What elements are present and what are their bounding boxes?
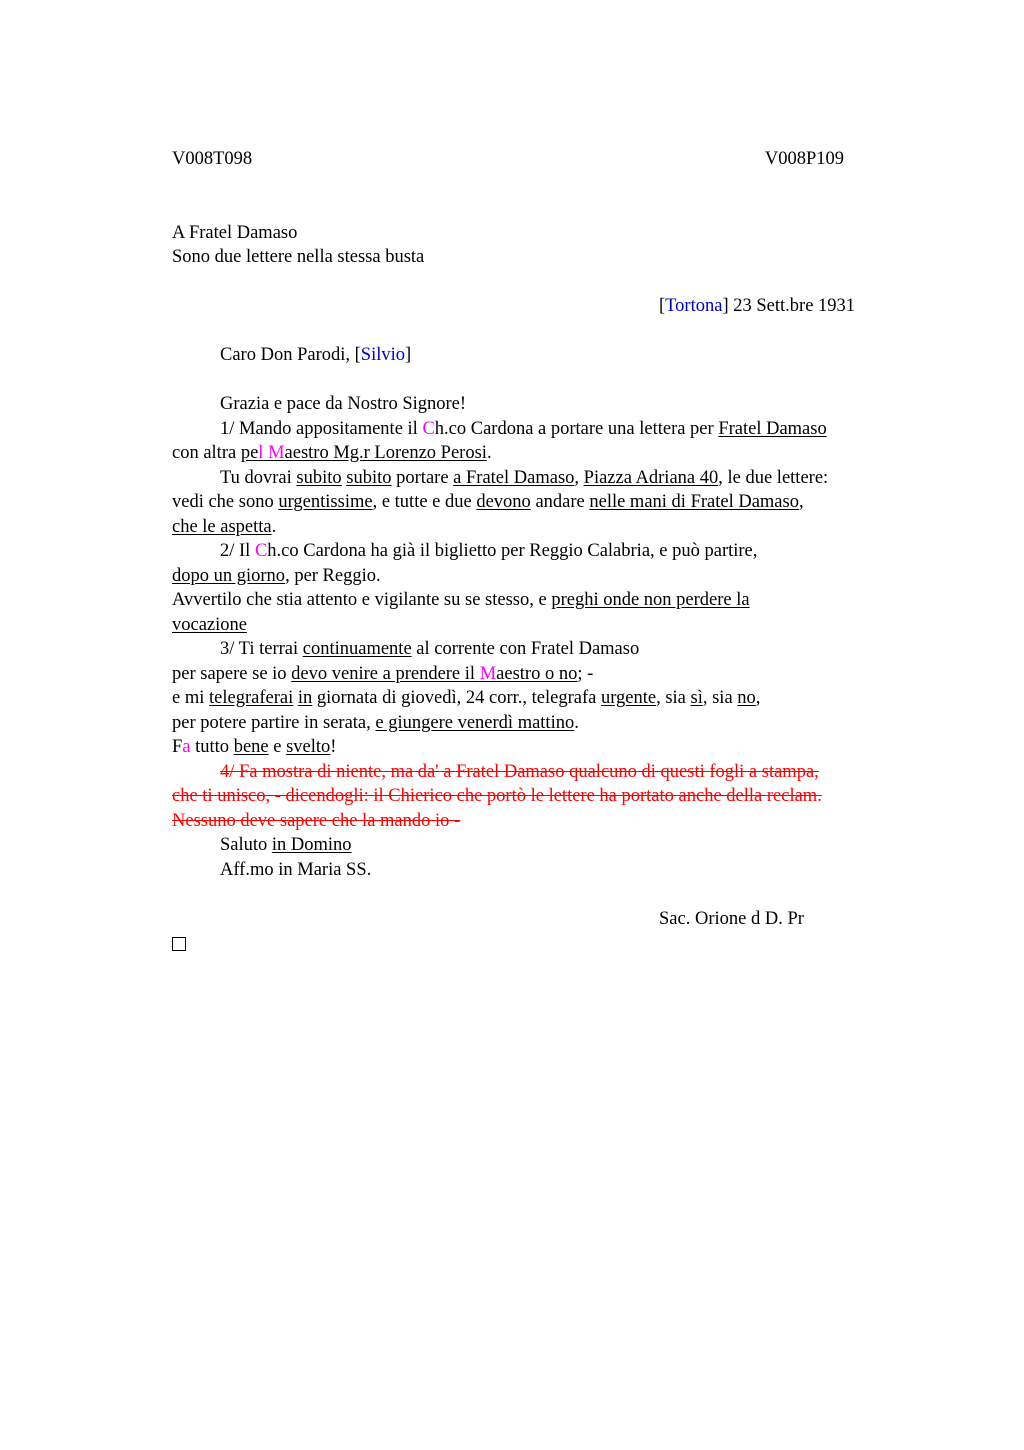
paragraph-3-line-4: vocazione	[172, 614, 247, 635]
paragraph-4-line-1: 3/ Ti terrai continuamente al corrente con Fratel Damaso	[220, 639, 640, 659]
deleted-line-2: che ti unisco, - dicendogli: il Chierico che portò le lettere ha portato anche della reclam.	[172, 786, 822, 806]
paragraph-2-line-2: vedi che sono urgentissime, e tutte e due devono andare nelle mani di Fratel Damaso,	[172, 492, 804, 512]
right-code: V008P109	[764, 149, 844, 169]
letter-page	[172, 147, 912, 956]
paragraph-4-line-4: per potere partire in serata, e giungere venerdì mattino.	[172, 712, 579, 733]
paragraph-2-line-1: Tu dovrai subito subito portare a Fratel Damaso, Piazza Adriana 40, le due lettere:	[220, 467, 829, 488]
deleted-line-3: Nessuno deve sapere che la mando io -	[172, 810, 461, 831]
document-header	[172, 147, 912, 172]
paragraph-3-line-1: 2/ Il Ch.co Cardona ha già il biglietto per Reggio Calabria, e può partire,	[220, 541, 758, 561]
paragraph-4-line-2: per sapere se io devo venire a prendere il Maestro o no; -	[172, 663, 594, 684]
closing-line-1: Saluto in Domino	[220, 835, 352, 855]
salutation-name: Silvio	[360, 345, 406, 365]
paragraph-4-line-3: e mi telegraferai in giornata di giovedì, 24 corr., telegrafa urgente, sia sì, sia no,	[172, 688, 761, 708]
paragraph-1-line-1: 1/ Mando appositamente il Ch.co Cardona a portare una lettera per Fratel Damaso	[220, 418, 827, 439]
greeting: Grazia e pace da Nostro Signore!	[220, 394, 467, 414]
date-line: [Tortona] 23 Sett.bre 1931	[659, 296, 856, 316]
signature: Sac. Orione d D. Pr	[659, 908, 804, 929]
paragraph-3-line-3: Avvertilo che stia attento e vigilante su se stesso, e preghi onde non perdere la	[172, 590, 750, 610]
salutation: Caro Don Parodi, [Silvio]	[220, 345, 412, 365]
closing-line-2: Aff.mo in Maria SS.	[220, 859, 372, 880]
recipient: A Fratel Damaso	[172, 222, 298, 243]
place-name: Tortona	[665, 296, 723, 316]
square-icon	[172, 937, 186, 951]
date-text: 23 Sett.bre 1931	[728, 296, 856, 316]
paragraph-2-line-3: che le aspetta.	[172, 516, 277, 537]
envelope-note: Sono due lettere nella stessa busta	[172, 247, 425, 267]
paragraph-3-line-2: dopo un giorno, per Reggio.	[172, 565, 381, 586]
paragraph-4-line-5: Fa tutto bene e svelto!	[172, 737, 337, 757]
end-box	[172, 931, 912, 956]
paragraph-1-line-2: con altra pel Maestro Mg.r Lorenzo Perosi.	[172, 443, 492, 463]
deleted-line-1: 4/ Fa mostra di niente, ma da' a Fratel Damaso qualcuno di questi fogli a stampa,	[220, 761, 819, 782]
left-code: V008T098	[172, 149, 253, 169]
